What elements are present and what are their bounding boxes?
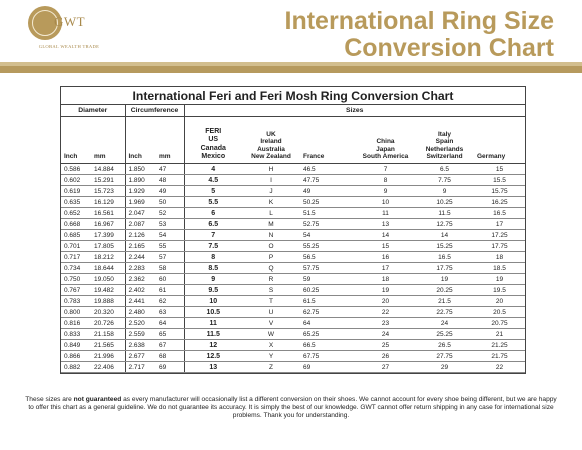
cell-diameter-inch: 0.652 <box>61 208 91 219</box>
cell-feri: 7 <box>184 230 242 241</box>
cell-uk: M <box>242 219 300 230</box>
cell-circ-mm: 65 <box>156 329 184 340</box>
cell-italy: 10.25 <box>415 197 474 208</box>
cell-feri: 6 <box>184 208 242 219</box>
cell-circ-inch: 2.362 <box>125 274 156 285</box>
col-header-inch: Inch <box>61 117 91 164</box>
cell-france: 55.25 <box>300 241 356 252</box>
cell-circ-mm: 69 <box>156 362 184 373</box>
cell-diameter-mm: 21.158 <box>91 329 125 340</box>
cell-france: 69 <box>300 362 356 373</box>
cell-germany: 16.25 <box>474 197 525 208</box>
cell-diameter-mm: 16.561 <box>91 208 125 219</box>
cell-diameter-mm: 21.996 <box>91 351 125 362</box>
cell-uk: Z <box>242 362 300 373</box>
col-header-france: France <box>300 117 356 164</box>
cell-china: 14 <box>356 230 415 241</box>
cell-circ-mm: 68 <box>156 351 184 362</box>
cell-germany: 20.5 <box>474 307 525 318</box>
cell-diameter-mm: 17.805 <box>91 241 125 252</box>
cell-uk: X <box>242 340 300 351</box>
cell-circ-inch: 2.717 <box>125 362 156 373</box>
italy-line: Spain <box>435 138 454 146</box>
italy-line: Netherlands <box>425 145 464 153</box>
note-bold: not guaranteed <box>73 396 122 403</box>
group-sizes: Sizes <box>184 105 525 117</box>
cell-germany: 17.75 <box>474 241 525 252</box>
cell-germany: 19 <box>474 274 525 285</box>
cell-uk: P <box>242 252 300 263</box>
cell-italy: 16.5 <box>415 252 474 263</box>
cell-circ-inch: 2.244 <box>125 252 156 263</box>
cell-feri: 6.5 <box>184 219 242 230</box>
cell-france: 51.5 <box>300 208 356 219</box>
cell-circ-mm: 52 <box>156 208 184 219</box>
table-row <box>61 307 525 318</box>
conversion-chart <box>60 86 526 374</box>
cell-diameter-inch: 0.668 <box>61 219 91 230</box>
cell-france: 59 <box>300 274 356 285</box>
feri-line: US <box>208 136 219 144</box>
cell-germany: 21.75 <box>474 351 525 362</box>
cell-circ-inch: 1.890 <box>125 175 156 186</box>
cell-diameter-mm: 18.644 <box>91 263 125 274</box>
cell-diameter-inch: 0.701 <box>61 241 91 252</box>
cell-uk: K <box>242 197 300 208</box>
italy-line: Italy <box>437 130 451 138</box>
cell-feri: 9 <box>184 274 242 285</box>
cell-france: 60.25 <box>300 285 356 296</box>
cell-italy: 15.25 <box>415 241 474 252</box>
cell-diameter-inch: 0.635 <box>61 197 91 208</box>
cell-china: 16 <box>356 252 415 263</box>
cell-diameter-inch: 0.767 <box>61 285 91 296</box>
cell-diameter-inch: 0.816 <box>61 318 91 329</box>
table-row <box>61 230 525 241</box>
cell-france: 62.75 <box>300 307 356 318</box>
cell-italy: 24 <box>415 318 474 329</box>
cell-circ-inch: 2.559 <box>125 329 156 340</box>
cell-feri: 10 <box>184 296 242 307</box>
cell-china: 26 <box>356 351 415 362</box>
cell-italy: 22.75 <box>415 307 474 318</box>
cell-circ-mm: 55 <box>156 241 184 252</box>
cell-uk: H <box>242 164 300 175</box>
group-circumference: Circumference <box>125 105 184 117</box>
cell-circ-mm: 60 <box>156 274 184 285</box>
cell-circ-mm: 48 <box>156 175 184 186</box>
cell-feri: 8.5 <box>184 263 242 274</box>
china-line: South America <box>362 153 409 161</box>
cell-china: 13 <box>356 219 415 230</box>
cell-germany: 18.5 <box>474 263 525 274</box>
feri-line: Mexico <box>201 152 226 160</box>
cell-circ-inch: 2.087 <box>125 219 156 230</box>
cell-feri: 11.5 <box>184 329 242 340</box>
table-row <box>61 362 525 373</box>
feri-line: Canada <box>200 144 226 152</box>
cell-germany: 21 <box>474 329 525 340</box>
cell-diameter-inch: 0.602 <box>61 175 91 186</box>
cell-france: 67.75 <box>300 351 356 362</box>
table-row <box>61 296 525 307</box>
cell-france: 47.75 <box>300 175 356 186</box>
cell-circ-mm: 50 <box>156 197 184 208</box>
cell-circ-mm: 62 <box>156 296 184 307</box>
china-line: Japan <box>376 145 395 153</box>
cell-feri: 10.5 <box>184 307 242 318</box>
cell-circ-inch: 2.441 <box>125 296 156 307</box>
cell-germany: 20 <box>474 296 525 307</box>
china-line: China <box>376 138 395 146</box>
cell-france: 52.75 <box>300 219 356 230</box>
cell-circ-mm: 49 <box>156 186 184 197</box>
cell-uk: V <box>242 318 300 329</box>
cell-uk: O <box>242 241 300 252</box>
uk-line: UK <box>266 130 276 138</box>
cell-france: 65.25 <box>300 329 356 340</box>
col-header-china <box>356 117 415 164</box>
cell-circ-inch: 2.165 <box>125 241 156 252</box>
cell-italy: 21.5 <box>415 296 474 307</box>
cell-feri: 4.5 <box>184 175 242 186</box>
cell-circ-inch: 2.677 <box>125 351 156 362</box>
cell-france: 57.75 <box>300 263 356 274</box>
cell-circ-inch: 2.520 <box>125 318 156 329</box>
cell-circ-inch: 2.638 <box>125 340 156 351</box>
cell-italy: 27.75 <box>415 351 474 362</box>
table-row <box>61 186 525 197</box>
cell-feri: 7.5 <box>184 241 242 252</box>
cell-france: 50.25 <box>300 197 356 208</box>
title-line-2: Conversion Chart <box>344 34 554 62</box>
cell-china: 22 <box>356 307 415 318</box>
cell-china: 9 <box>356 186 415 197</box>
cell-italy: 6.5 <box>415 164 474 175</box>
cell-circ-mm: 64 <box>156 318 184 329</box>
cell-uk: Q <box>242 263 300 274</box>
cell-diameter-inch: 0.849 <box>61 340 91 351</box>
cell-france: 56.5 <box>300 252 356 263</box>
cell-germany: 22 <box>474 362 525 373</box>
cell-feri: 9.5 <box>184 285 242 296</box>
cell-diameter-mm: 21.565 <box>91 340 125 351</box>
cell-italy: 11.5 <box>415 208 474 219</box>
cell-italy: 9 <box>415 186 474 197</box>
table-row <box>61 241 525 252</box>
cell-italy: 25.25 <box>415 329 474 340</box>
cell-feri: 12.5 <box>184 351 242 362</box>
cell-circ-inch: 1.929 <box>125 186 156 197</box>
conversion-table <box>61 105 525 373</box>
cell-germany: 18 <box>474 252 525 263</box>
header-divider-band <box>0 62 582 73</box>
uk-line: Ireland <box>260 138 282 146</box>
cell-china: 8 <box>356 175 415 186</box>
gwt-logo <box>14 4 124 54</box>
cell-circ-inch: 2.126 <box>125 230 156 241</box>
col-header-italy <box>415 117 474 164</box>
cell-circ-mm: 63 <box>156 307 184 318</box>
cell-france: 49 <box>300 186 356 197</box>
table-row <box>61 263 525 274</box>
cell-circ-mm: 67 <box>156 340 184 351</box>
cell-uk: T <box>242 296 300 307</box>
col-header-mm-circ: mm <box>156 117 184 164</box>
cell-uk: J <box>242 186 300 197</box>
cell-germany: 17.25 <box>474 230 525 241</box>
cell-france: 61.5 <box>300 296 356 307</box>
cell-china: 11 <box>356 208 415 219</box>
chart-title: International Feri and Feri Mosh Ring Conversion Chart <box>61 87 525 105</box>
cell-circ-inch: 2.402 <box>125 285 156 296</box>
cell-circ-inch: 1.969 <box>125 197 156 208</box>
cell-circ-inch: 2.283 <box>125 263 156 274</box>
col-header-inch-circ: Inch <box>125 117 156 164</box>
cell-china: 7 <box>356 164 415 175</box>
cell-diameter-mm: 14.884 <box>91 164 125 175</box>
cell-feri: 5 <box>184 186 242 197</box>
cell-diameter-mm: 15.291 <box>91 175 125 186</box>
italy-line: Switzerland <box>426 153 463 161</box>
table-row <box>61 208 525 219</box>
table-row <box>61 175 525 186</box>
cell-italy: 19 <box>415 274 474 285</box>
table-row <box>61 219 525 230</box>
cell-italy: 29 <box>415 362 474 373</box>
cell-germany: 20.75 <box>474 318 525 329</box>
cell-diameter-inch: 0.800 <box>61 307 91 318</box>
cell-diameter-inch: 0.750 <box>61 274 91 285</box>
cell-china: 23 <box>356 318 415 329</box>
uk-line: New Zealand <box>251 153 291 161</box>
table-row <box>61 252 525 263</box>
col-header-feri <box>184 117 242 164</box>
cell-france: 54 <box>300 230 356 241</box>
cell-italy: 17.75 <box>415 263 474 274</box>
group-diameter: Diameter <box>61 105 125 117</box>
cell-circ-mm: 47 <box>156 164 184 175</box>
cell-diameter-inch: 0.586 <box>61 164 91 175</box>
cell-germany: 15.5 <box>474 175 525 186</box>
cell-diameter-mm: 19.482 <box>91 285 125 296</box>
cell-china: 25 <box>356 340 415 351</box>
cell-diameter-mm: 16.967 <box>91 219 125 230</box>
cell-uk: W <box>242 329 300 340</box>
table-row <box>61 164 525 175</box>
cell-uk: U <box>242 307 300 318</box>
cell-china: 24 <box>356 329 415 340</box>
cell-france: 66.5 <box>300 340 356 351</box>
cell-circ-mm: 54 <box>156 230 184 241</box>
cell-diameter-inch: 0.866 <box>61 351 91 362</box>
cell-germany: 15 <box>474 164 525 175</box>
table-row <box>61 197 525 208</box>
cell-germany: 17 <box>474 219 525 230</box>
cell-uk: S <box>242 285 300 296</box>
cell-diameter-mm: 15.723 <box>91 186 125 197</box>
cell-circ-mm: 61 <box>156 285 184 296</box>
cell-diameter-inch: 0.734 <box>61 263 91 274</box>
logo-mark: GWT <box>54 14 86 29</box>
cell-diameter-mm: 22.406 <box>91 362 125 373</box>
cell-uk: I <box>242 175 300 186</box>
cell-diameter-mm: 20.320 <box>91 307 125 318</box>
cell-china: 15 <box>356 241 415 252</box>
cell-circ-mm: 53 <box>156 219 184 230</box>
cell-germany: 19.5 <box>474 285 525 296</box>
cell-uk: R <box>242 274 300 285</box>
cell-circ-mm: 57 <box>156 252 184 263</box>
title-line-1: International Ring Size <box>284 7 554 35</box>
cell-feri: 8 <box>184 252 242 263</box>
cell-germany: 16.5 <box>474 208 525 219</box>
page-title <box>285 8 554 62</box>
cell-diameter-inch: 0.685 <box>61 230 91 241</box>
col-header-uk <box>242 117 300 164</box>
cell-china: 27 <box>356 362 415 373</box>
cell-china: 19 <box>356 285 415 296</box>
cell-feri: 13 <box>184 362 242 373</box>
cell-diameter-mm: 18.212 <box>91 252 125 263</box>
cell-diameter-mm: 19.888 <box>91 296 125 307</box>
cell-feri: 12 <box>184 340 242 351</box>
cell-china: 10 <box>356 197 415 208</box>
logo-tagline: GLOBAL WEALTH TRADE <box>38 44 100 49</box>
cell-diameter-mm: 16.129 <box>91 197 125 208</box>
cell-feri: 5.5 <box>184 197 242 208</box>
cell-germany: 15.75 <box>474 186 525 197</box>
col-header-mm: mm <box>91 117 125 164</box>
cell-diameter-mm: 19.050 <box>91 274 125 285</box>
cell-feri: 4 <box>184 164 242 175</box>
cell-china: 18 <box>356 274 415 285</box>
col-header-germany: Germany <box>474 117 525 164</box>
cell-italy: 20.25 <box>415 285 474 296</box>
cell-circ-inch: 2.047 <box>125 208 156 219</box>
cell-china: 17 <box>356 263 415 274</box>
cell-france: 46.5 <box>300 164 356 175</box>
cell-circ-inch: 1.850 <box>125 164 156 175</box>
feri-line: FERI <box>205 128 222 136</box>
note-pre: These sizes are <box>25 396 74 403</box>
disclaimer-note <box>22 396 560 421</box>
table-row <box>61 329 525 340</box>
cell-france: 64 <box>300 318 356 329</box>
cell-circ-mm: 58 <box>156 263 184 274</box>
uk-line: Australia <box>257 145 285 153</box>
table-row <box>61 340 525 351</box>
cell-uk: N <box>242 230 300 241</box>
cell-italy: 14 <box>415 230 474 241</box>
cell-feri: 11 <box>184 318 242 329</box>
table-row <box>61 274 525 285</box>
cell-diameter-mm: 20.726 <box>91 318 125 329</box>
cell-diameter-inch: 0.833 <box>61 329 91 340</box>
cell-diameter-inch: 0.882 <box>61 362 91 373</box>
table-body <box>61 164 525 373</box>
cell-diameter-inch: 0.619 <box>61 186 91 197</box>
table-row <box>61 351 525 362</box>
cell-circ-inch: 2.480 <box>125 307 156 318</box>
cell-uk: L <box>242 208 300 219</box>
table-row <box>61 285 525 296</box>
cell-germany: 21.25 <box>474 340 525 351</box>
cell-diameter-inch: 0.783 <box>61 296 91 307</box>
cell-italy: 12.75 <box>415 219 474 230</box>
cell-italy: 7.75 <box>415 175 474 186</box>
cell-uk: Y <box>242 351 300 362</box>
note-post: as every manufacturer will occasionally list a different conversion on their shoes. We cannot account for every shoe being different, but we are happy to offer this chart as a general guideline. We do not guarantee its accuracy. It is simply the best of our knowledge. GWT cannot offer return shipping in any case for international size problems. Thank you for understanding. <box>28 396 557 420</box>
cell-diameter-inch: 0.717 <box>61 252 91 263</box>
cell-italy: 26.5 <box>415 340 474 351</box>
cell-diameter-mm: 17.399 <box>91 230 125 241</box>
cell-china: 20 <box>356 296 415 307</box>
table-row <box>61 318 525 329</box>
